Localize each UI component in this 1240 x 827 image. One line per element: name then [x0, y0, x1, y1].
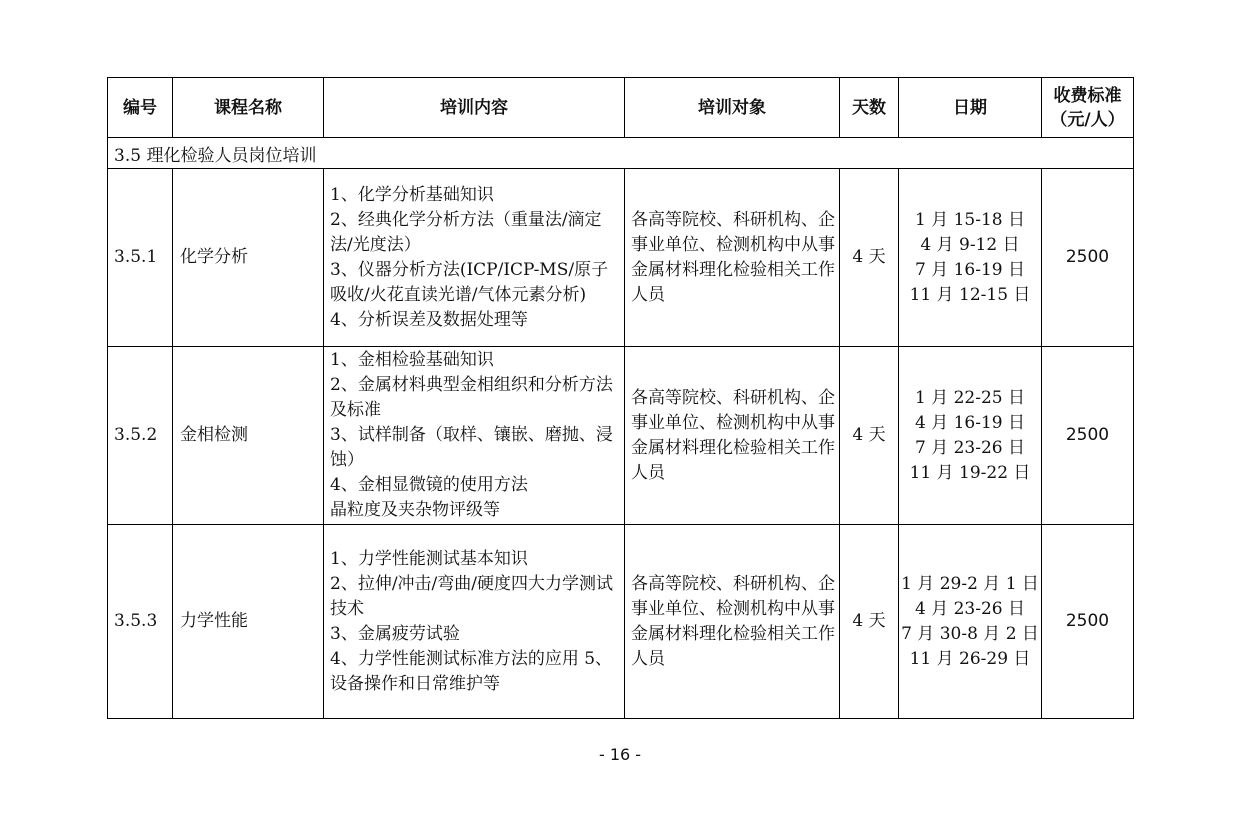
header-content: 培训内容 [324, 78, 625, 138]
course-dates [899, 347, 1042, 525]
course-target: 各高等院校、科研机构、企事业单位、检测机构中从事金属材料理化检验相关工作人员 [625, 347, 840, 525]
course-days: 4 天 [840, 347, 899, 525]
course-fee: 2500 [1042, 347, 1134, 525]
date-line: 11 月 26-29 日 [909, 648, 1031, 669]
page-number: - 16 - [598, 745, 642, 764]
content-line: 1、力学性能测试基本知识 [330, 548, 528, 569]
header-course-name: 课程名称 [173, 78, 324, 138]
course-content [324, 347, 625, 525]
course-days: 4 天 [840, 169, 899, 347]
date-line: 1 月 22-25 日 [914, 387, 1026, 408]
table-row [108, 169, 1134, 347]
course-fee: 2500 [1042, 525, 1134, 719]
course-code: 3.5.3 [108, 525, 173, 719]
content-line: 4、力学性能测试标准方法的应用 5、设备操作和日常维护等 [330, 648, 613, 694]
training-schedule-table [107, 77, 1134, 719]
header-fee-line2: （元/人） [1050, 109, 1125, 130]
content-line: 1、化学分析基础知识 [330, 184, 494, 205]
content-line: 4、金相显微镜的使用方法 [330, 475, 528, 495]
content-line: 4、分析误差及数据处理等 [330, 309, 528, 330]
course-content [324, 169, 625, 347]
course-code: 3.5.2 [108, 347, 173, 525]
header-fee [1042, 78, 1134, 138]
course-content [324, 525, 625, 719]
date-line: 4 月 23-26 日 [914, 598, 1026, 619]
course-target: 各高等院校、科研机构、企事业单位、检测机构中从事金属材料理化检验相关工作人员 [625, 525, 840, 719]
content-line: 3、金属疲劳试验 [330, 623, 460, 644]
content-line: 2、拉伸/冲击/弯曲/硬度四大力学测试技术 [330, 573, 613, 619]
header-days: 天数 [840, 78, 899, 138]
header-code: 编号 [108, 78, 173, 138]
content-line: 2、经典化学分析方法（重量法/滴定法/光度法） [330, 209, 602, 255]
date-line: 1 月 29-2 月 1 日 [901, 573, 1039, 594]
section-title: 3.5 理化检验人员岗位培训 [108, 138, 1134, 169]
content-line: 晶粒度及夹杂物评级等 [330, 500, 500, 520]
header-target: 培训对象 [625, 78, 840, 138]
header-fee-line1: 收费标准 [1053, 85, 1122, 106]
date-line: 11 月 12-15 日 [909, 284, 1031, 305]
course-dates [899, 169, 1042, 347]
section-row [108, 138, 1134, 169]
table-row [108, 347, 1134, 525]
date-line: 7 月 16-19 日 [914, 259, 1026, 280]
course-name: 金相检测 [173, 347, 324, 525]
table-row [108, 525, 1134, 719]
date-line: 4 月 16-19 日 [914, 412, 1026, 433]
date-line: 11 月 19-22 日 [909, 462, 1031, 483]
header-dates: 日期 [899, 78, 1042, 138]
content-line: 1、金相检验基础知识 [330, 350, 494, 370]
course-dates [899, 525, 1042, 719]
table-header-row [108, 78, 1134, 138]
content-line: 3、仪器分析方法(ICP/ICP-MS/原子吸收/火花直读光谱/气体元素分析) [330, 259, 609, 305]
date-line: 7 月 30-8 月 2 日 [901, 623, 1039, 644]
content-line: 2、金属材料典型金相组织和分析方法及标准 [330, 375, 613, 420]
content-line: 3、试样制备（取样、镶嵌、磨抛、浸蚀） [330, 425, 613, 470]
date-line: 4 月 9-12 日 [920, 234, 1020, 255]
course-name: 化学分析 [173, 169, 324, 347]
course-name: 力学性能 [173, 525, 324, 719]
date-line: 7 月 23-26 日 [914, 437, 1026, 458]
course-code: 3.5.1 [108, 169, 173, 347]
course-target: 各高等院校、科研机构、企事业单位、检测机构中从事金属材料理化检验相关工作人员 [625, 169, 840, 347]
date-line: 1 月 15-18 日 [914, 209, 1026, 230]
course-fee: 2500 [1042, 169, 1134, 347]
course-days: 4 天 [840, 525, 899, 719]
